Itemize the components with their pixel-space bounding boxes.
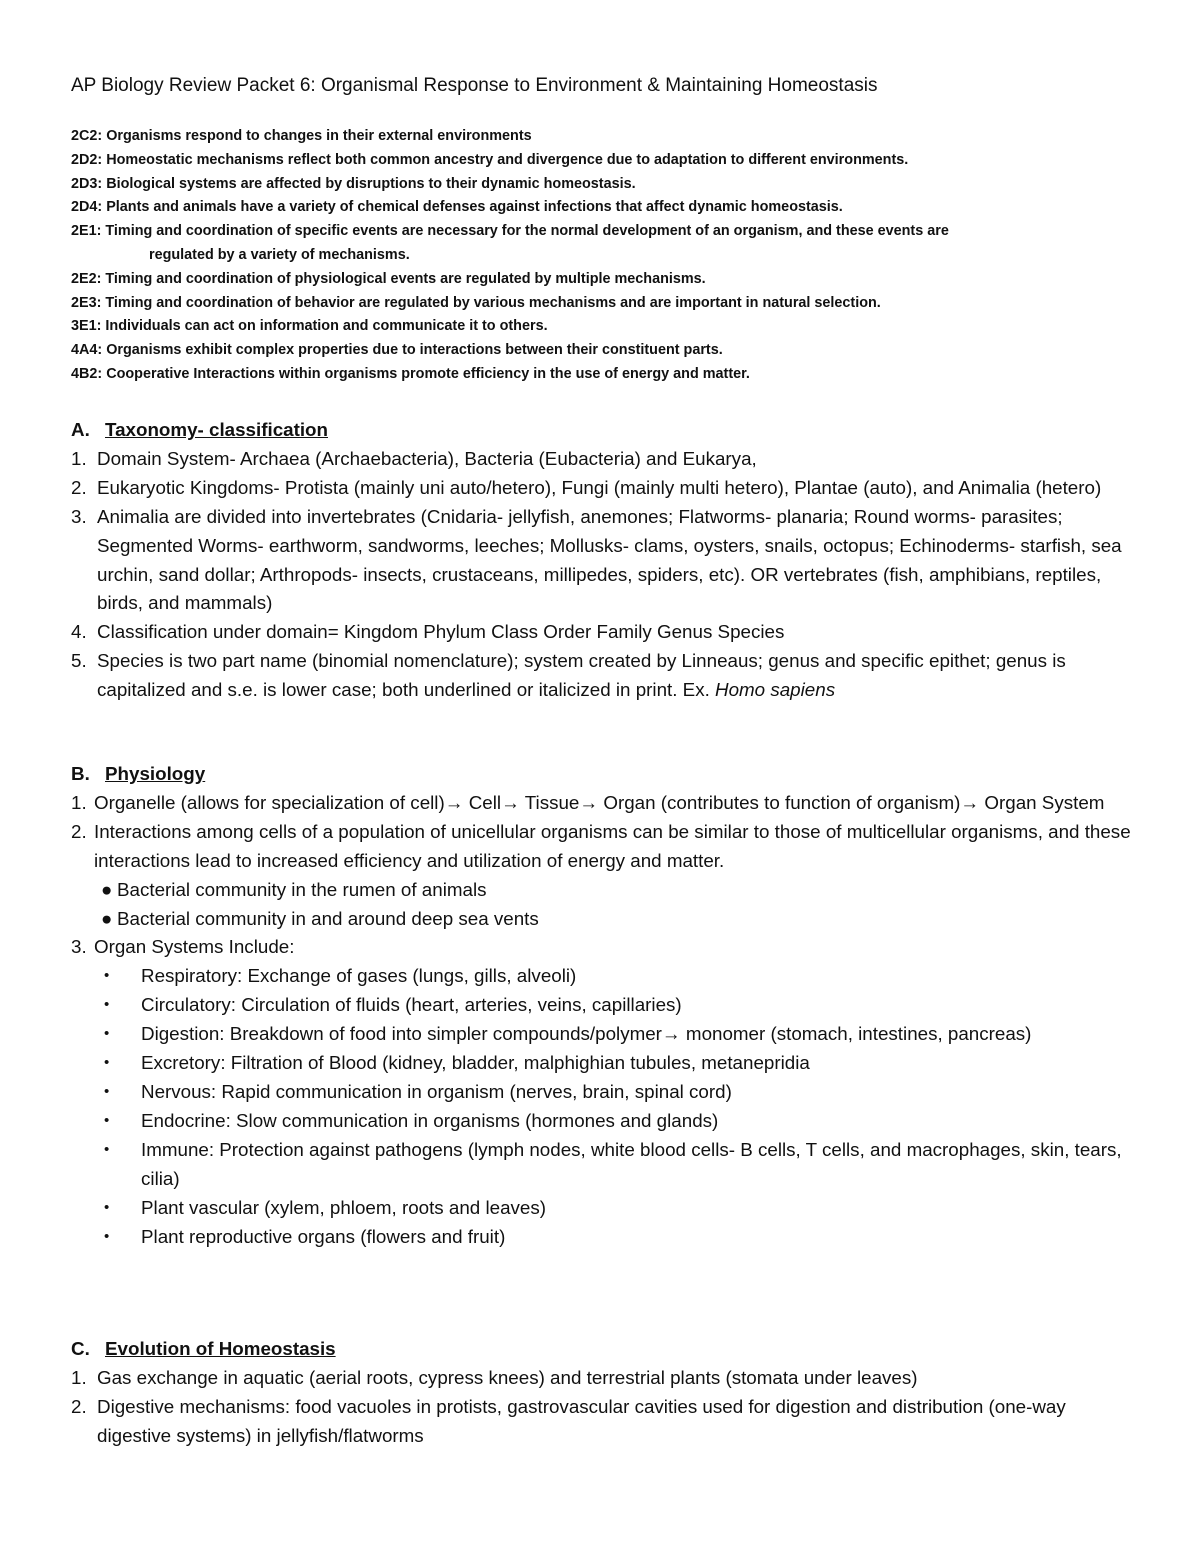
standard-code: 2C2:: [71, 128, 103, 144]
organ-system-text: Excretory: Filtration of Blood (kidney, bladder, malphighian tubules, metanepridia: [141, 1052, 810, 1074]
standard-text: Organisms respond to changes in their external environments: [102, 128, 532, 144]
section-title: Evolution of Homeostasis: [105, 1338, 336, 1359]
standard-text: Individuals can act on information and communicate it to others.: [101, 318, 548, 335]
bullet-icon: •: [104, 1054, 110, 1072]
item-number: 3.: [71, 936, 87, 958]
standard-item: [71, 292, 1141, 316]
item-text: Eukaryotic Kingdoms- Protista (mainly uni auto/hetero), Fungi (mainly multi hetero), Plantae (auto), and Animalia (hetero): [97, 476, 1102, 498]
organ-system-item: [71, 1223, 1141, 1252]
organ-system-item: [71, 962, 1141, 991]
bullet-icon: •: [104, 1025, 110, 1043]
standard-item: [71, 173, 1141, 197]
list-item: [71, 474, 1141, 503]
organ-system-item: [71, 1020, 1141, 1049]
standard-text: Biological systems are affected by disruptions to their dynamic homeostasis.: [102, 175, 636, 192]
item-text: Animalia are divided into invertebrates (Cnidaria- jellyfish, anemones; Flatworms- planaria; Round worms- parasites; Segmented Worms- earthworm, sandworms, leeches; Mollusks- clams, oysters, snails, octopus; Echinoderms- starfish, sea urchin, sand dollar; Arthropods- insects, crustaceans, millipedes, spiders, etc). OR vertebrates (fish, amphibians, reptiles, birds, and mammals): [97, 505, 1122, 614]
standard-item: [71, 268, 1141, 292]
sub-point: [71, 905, 1141, 934]
organ-system-item: [71, 991, 1141, 1020]
item-text: Organelle (allows for specialization of cell)→ Cell→ Tissue→ Organ (contributes to function of organism)→ Organ System: [94, 791, 1105, 813]
standard-item: [71, 196, 1141, 220]
organ-system-item: [71, 1107, 1141, 1136]
item-number: 3.: [71, 505, 87, 527]
item-text: Interactions among cells of a population of unicellular organisms can be similar to those of multicellular organisms, and these interactions lead to increased efficiency and utilization of energy and matter.: [94, 820, 1131, 871]
list-item: [71, 618, 1141, 647]
section-heading: [71, 760, 1141, 789]
organ-system-item: [71, 1049, 1141, 1078]
item-text: Classification under domain= Kingdom Phylum Class Order Family Genus Species: [97, 621, 785, 643]
standard-code: 3E1:: [71, 318, 102, 335]
section-evolution-of-homeostasis: [71, 1335, 1141, 1451]
bullet-icon: •: [104, 1111, 110, 1129]
sub-point-text: Bacterial community in the rumen of animals: [117, 878, 487, 900]
bullet-icon: •: [104, 1227, 110, 1245]
section-title: Taxonomy- classification: [105, 419, 328, 440]
sub-point: [71, 876, 1141, 905]
standard-code: 2D2:: [71, 151, 103, 168]
standard-item: [71, 339, 1141, 363]
item-number: 2.: [71, 820, 87, 842]
dot-bullet-icon: ●: [101, 878, 113, 900]
item-text: Gas exchange in aquatic (aerial roots, cypress knees) and terrestrial plants (stomata under leaves): [97, 1366, 918, 1388]
list-item: [71, 647, 1141, 705]
bullet-icon: •: [104, 967, 110, 985]
section-heading: [71, 1335, 1141, 1364]
organ-system-text: Plant reproductive organs (flowers and fruit): [141, 1225, 506, 1247]
standard-text: Organisms exhibit complex properties due to interactions between their constituent parts.: [102, 342, 723, 359]
standard-code: 2E2:: [71, 270, 102, 287]
list-item: [71, 789, 1141, 818]
item-text: Digestive mechanisms: food vacuoles in protists, gastrovascular cavities used for digestion and distribution (one-way digestive systems) in jellyfish/flatworms: [97, 1395, 1066, 1446]
standard-code: 4B2:: [71, 365, 103, 382]
item-text: Domain System- Archaea (Archaebacteria), Bacteria (Eubacteria) and Eukarya,: [97, 447, 757, 469]
list-item: [71, 503, 1141, 619]
standard-item: [71, 220, 1141, 268]
organ-system-text: Nervous: Rapid communication in organism (nerves, brain, spinal cord): [141, 1080, 732, 1102]
section-letter: B.: [71, 763, 90, 784]
standard-text-continued: regulated by a variety of mechanisms.: [149, 246, 410, 263]
item-number: 2.: [71, 1395, 87, 1417]
standard-text: Timing and coordination of specific events are necessary for the normal development of an organism, and these events are: [101, 223, 949, 240]
organ-system-text: Digestion: Breakdown of food into simpler compounds/polymer→ monomer (stomach, intestines, pancreas): [141, 1023, 1032, 1045]
dot-bullet-icon: ●: [101, 907, 113, 929]
standard-code: 2D4:: [71, 199, 103, 216]
sub-point-text: Bacterial community in and around deep sea vents: [117, 907, 539, 929]
document-title: AP Biology Review Packet 6: Organismal Response to Environment & Maintaining Homeostasis: [71, 75, 878, 96]
item-text: Organ Systems Include:: [94, 936, 295, 958]
standard-code: 2D3:: [71, 175, 103, 192]
standard-code: 2E1:: [71, 223, 102, 240]
standards-list: [71, 125, 1141, 387]
standard-item: [71, 315, 1141, 339]
standard-item: [71, 149, 1141, 173]
organ-system-item: [71, 1136, 1141, 1194]
organ-system-text: Circulatory: Circulation of fluids (heart, arteries, veins, capillaries): [141, 994, 682, 1016]
item-number: 5.: [71, 650, 87, 672]
bullet-icon: •: [104, 1082, 110, 1100]
standard-text: Timing and coordination of physiological events are regulated by multiple mechanisms.: [101, 270, 706, 287]
item-number: 1.: [71, 447, 87, 469]
item-text: Species is two part name (binomial nomenclature); system created by Linneaus; genus and specific epithet; genus is capitalized and s.e. is lower case; both underlined or italicized in print. Ex.: [97, 650, 1066, 701]
list-item: [71, 933, 1141, 962]
list-item: [71, 445, 1141, 474]
organ-system-item: [71, 1194, 1141, 1223]
organ-system-text: Plant vascular (xylem, phloem, roots and leaves): [141, 1196, 547, 1218]
organ-system-text: Respiratory: Exchange of gases (lungs, gills, alveoli): [141, 965, 577, 987]
item-number: 2.: [71, 476, 87, 498]
section-letter: C.: [71, 1338, 90, 1359]
bullet-icon: •: [104, 996, 110, 1014]
list-item: [71, 1364, 1141, 1393]
organ-system-item: [71, 1078, 1141, 1107]
standard-text: Plants and animals have a variety of chemical defenses against infections that affect dynamic homeostasis.: [102, 199, 843, 216]
bullet-icon: •: [104, 1198, 110, 1216]
item-number: 4.: [71, 621, 87, 643]
item-number: 1.: [71, 1366, 87, 1388]
section-heading: [71, 416, 1141, 445]
list-item: [71, 818, 1141, 876]
bullet-icon: •: [104, 1140, 110, 1158]
section-taxonomy: [71, 416, 1141, 705]
item-number: 1.: [71, 791, 87, 813]
standard-code: 2E3:: [71, 294, 102, 311]
standard-text: Homeostatic mechanisms reflect both common ancestry and divergence due to adaptation to different environments.: [102, 151, 909, 168]
section-physiology: [71, 760, 1141, 1251]
organ-system-text: Endocrine: Slow communication in organisms (hormones and glands): [141, 1109, 719, 1131]
section-title: Physiology: [105, 763, 206, 784]
standard-item: [71, 125, 1141, 149]
standard-text: Cooperative Interactions within organisms promote efficiency in the use of energy and matter.: [102, 365, 750, 382]
organ-system-text: Immune: Protection against pathogens (lymph nodes, white blood cells- B cells, T cells, and macrophages, skin, tears, cilia): [141, 1138, 1122, 1189]
standard-code: 4A4:: [71, 342, 103, 359]
section-letter: A.: [71, 419, 90, 440]
list-item: [71, 1393, 1141, 1451]
standard-text: Timing and coordination of behavior are regulated by various mechanisms and are important in natural selection.: [101, 294, 881, 311]
standard-item: [71, 363, 1141, 387]
species-example: Homo sapiens: [715, 679, 836, 701]
